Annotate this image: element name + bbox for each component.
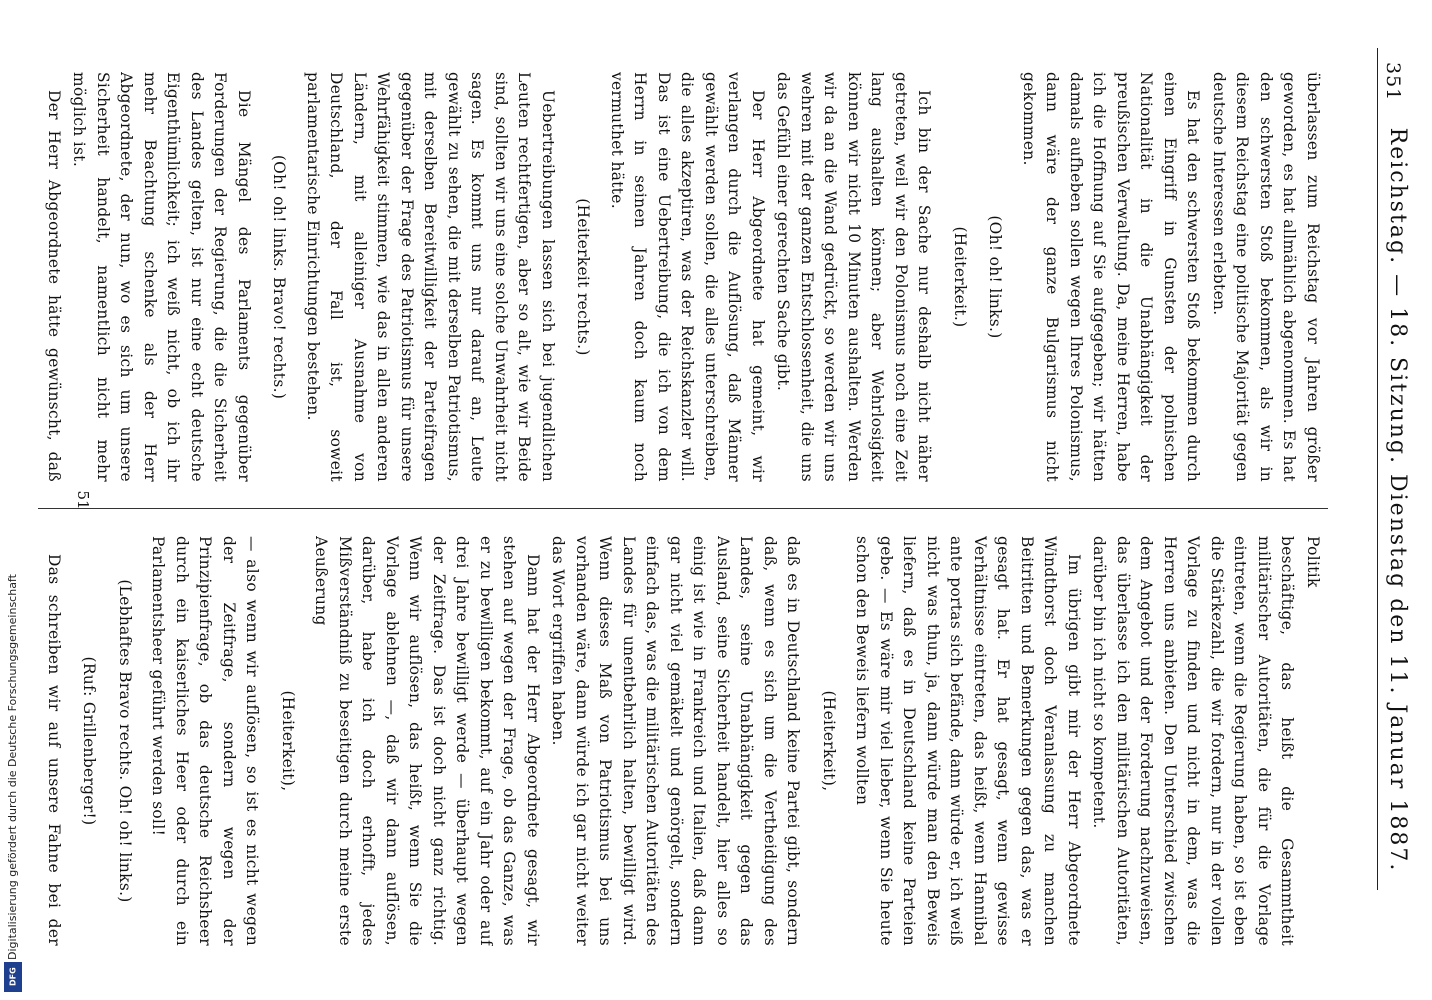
paragraph: Im übrigen gibt mir der Herr Abgeordnete Windthorst doch Veranlassung zu manchen Beitritten und Bemerkungen gegen das, was er gesagt hat. Er hat gesagt, wenn gewisse Verhältnisse eintreten, das heißt, wenn Hannibal ante portas sich befände, dann würde er, ich weiß nicht was thun, ja, dann würde man den Beweis liefern, daß es in Deutschland keine Parteien gebe. — Es wäre mir viel lieber, wenn Sie heute schon den Beweis liefern wollten: [853, 536, 1083, 946]
paragraph: Der Herr Abgeordnete hat gemeint, wir verlangen durch die Auflösung, daß Männer gewählt werden sollen, die alles unterschreiben, die alles akzeptiren, was der Reichskanzler will. Das ist eine Uebertreibung, die ich von dem Herrn in seinen Jahren doch kaum noch vermuthet hätte.: [608, 72, 767, 482]
credit-text: Digitalisierung gefördert durch die Deutsche Forschungsgemeinschaft: [6, 574, 19, 960]
paragraph: Politik: [1304, 536, 1322, 588]
stage-direction: (Heiterkeit.): [951, 226, 969, 328]
digitization-credit: [4, 0, 26, 1000]
column-divider: [38, 508, 1328, 509]
stage-direction: (Heiterkeit rechts.): [574, 198, 593, 356]
stage-direction: (Lebhaftes Bravo rechts. Oh! oh! links.): [116, 579, 134, 903]
stage-direction: (Oh! oh! links.): [986, 215, 1005, 339]
paragraph: beschäftige, das heißt die Gesammtheit militärischer Autoritäten, die für die Vorlage eintreten, wenn die Regierung haben, so ist eben die Stärkezahl, die wir fordern, nur in der vollen Vorlage zu finden und nicht in dem, was die Herren uns anbieten. Den Unterschied zwischen dem Angebot und der Forderung nachzuweisen, das überlasse ich den militärischen Autoritäten, darüber bin ich nicht so kompetent.: [1090, 536, 1297, 946]
paragraph: Uebertreibungen lassen sich bei jugendlichen Leuten rechtfertigen, aber so alt, wie wir Beide sind, sollten wir uns eine solche Unwahrheit nicht sagen. Es kommt uns nur darauf an, Leute gewählt zu sehen, die mit derselben Patriotismus, mit derselben Bereitwilligkeit der Parteifragen gegenüber der Frage des Patriotismus für unsere Wehrfähigkeit stimmen, wie das in allen anderen Ländern, mit alleiniger Ausnahme von Deutschland, der Fall ist, soweit parlamentarische Einrichtungen bestehen.: [304, 72, 557, 482]
text-column-right: [39, 536, 1324, 946]
page-number: 351: [1382, 62, 1404, 102]
stage-direction: (Ruf: Grillenberger!): [80, 656, 99, 826]
paragraph: — also wenn wir auflösen, so ist es nicht wegen der Zeitfrage, sondern wegen der Prinzipienfrage, ob das deutsche Reichsheer durch ein kaiserliches Heer oder durch ein Parlamentsheer geführt werden soll!: [149, 536, 262, 946]
paragraph: Das schreiben wir auf unsere Fahne bei der: [45, 554, 63, 946]
paragraph: Es hat den schwersten Stoß bekommen durch einen Eingriff in Gunsten der polnischen Nationalität in die Unabhängigkeit der preußischen Verwaltung. Da, meine Herren, habe ich die Hoffnung auf Sie aufgegeben; wir hätten damals aufheben sollen wegen Ihres Polonismus, dann wäre der ganze Bulgarismus nicht gekommen.: [1020, 72, 1203, 482]
running-title: Reichstag. — 18. Sitzung. Dienstag den 11. Januar 1887.: [1385, 127, 1410, 873]
sheet-number: 51: [74, 490, 92, 510]
header-rule: [1377, 48, 1378, 890]
paragraph: daß es in Deutschland keine Partei gibt, sondern daß, wenn es sich um die Vertheidigung des Landes, seine Unabhängigkeit gegen das Ausland, seine Sicherheit handelt, hier alles so einig ist wie in Frankreich und Italien, daß dann gar nicht viel gemäkelt und genörgelt, sondern einfach das, was die militärischen Autoritäten des Landes für unentbehrlich halten, bewilligt wird. Wenn dieses Maß von Patriotismus bei uns vorhanden wäre, dann würde ich gar nicht weiter das Wort ergriffen haben.: [549, 536, 803, 946]
paragraph: Die Mängel des Parlaments gegenüber Forderungen der Regierung, die die Sicherheit des Landes gelten, ist nur eine echt deutsche Eigenthümlichkeit; ich weiß nicht, ob ich ihr mehr Beachtung schenke als der Herr Abgeordnete, der nun, wo es sich um unsere Sicherheit handelt, namentlich nicht mehr möglich ist.: [70, 72, 253, 482]
stage-direction: (Oh! oh! links. Bravo! rechts.): [270, 154, 289, 400]
paragraph: Dann hat der Herr Abgeordnete gesagt, wir stehen auf wegen der Frage, ob das Ganze, was er zu bewilligen bekommt, auf ein Jahr oder auf drei Jahre bewilligt werde — überhaupt wegen der Zeitfrage. Das ist doch nicht ganz richtig. Wenn wir auflösen, das heißt, wenn Sie die Vorlage ablehnen —, daß wir dann auflösen, darüber, habe ich doch erhofft, jedes Mißverständniß zu beseitigen durch meine erste Aeußerung: [312, 536, 542, 946]
paragraph: Der Herr Abgeordnete hätte gewünscht, daß: [45, 90, 63, 482]
page-header: [1340, 0, 1432, 1000]
stage-direction: (Heiterkeit),: [820, 690, 838, 792]
stage-direction: (Heiterkeit),: [279, 690, 297, 792]
dfg-logo: DFG: [4, 962, 22, 992]
paragraph: überlassen zum Reichstag vor Jahren größer geworden, es hat allmählich abgenommen. Es hat den schwersten Stoß bekommen, als wir in diesem Reichstag eine politische Majorität gegen deutsche Interessen erlebten.: [1210, 72, 1322, 482]
paragraph: Ich bin der Sache nur deshalb nicht näher getreten, weil wir den Polonismus noch eine Zeit lang aushalten können; aber Wehrlosigkeit können wir nicht 10 Minuten aushalten. Werden wir da an die Wand gedrückt, so werden wir uns wehren mit der ganzen Entschlossenheit, die uns das Gefühl einer gerechten Sache gibt.: [774, 72, 934, 482]
text-column-left: [39, 72, 1324, 482]
